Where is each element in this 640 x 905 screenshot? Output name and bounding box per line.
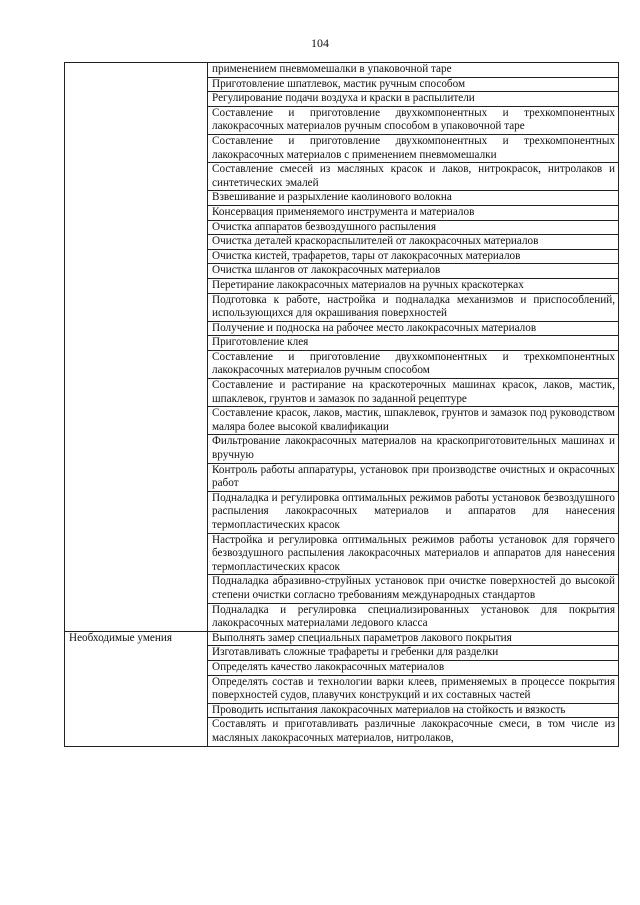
activity-cell: Составление смесей из масляных красок и лаков, нитрокрасок, нитролаков и синтетических эмалей: [208, 163, 619, 191]
activity-cell: Подналадка абразивно-струйных установок при очистке поверхностей до высокой степени очистки согласно требованиям международных стандартов: [208, 575, 619, 603]
activity-cell: Составление и приготовление двухкомпонентных и трехкомпонентных лакокрасочных материалов ручным способом: [208, 350, 619, 378]
activity-cell: Приготовление шпатлевок, мастик ручным способом: [208, 77, 619, 92]
page-number: 104: [311, 36, 329, 50]
activity-cell: Подналадка и регулировка специализированных установок для покрытия лакокрасочных материалами ледового класса: [208, 603, 619, 631]
activity-cell: Приготовление клея: [208, 336, 619, 351]
activity-cell: Очистка шлангов от лакокрасочных материалов: [208, 264, 619, 279]
labor-functions-table: [64, 62, 619, 747]
activity-cell: Составление и растирание на краскотерочных машинах красок, лаков, мастик, шпаклевок, грунтов и замазок по заданной рецептуре: [208, 379, 619, 407]
activity-cell: Очистка кистей, трафаретов, тары от лакокрасочных материалов: [208, 249, 619, 264]
activity-cell: Фильтрование лакокрасочных материалов на краскоприготовительных машинах и вручную: [208, 435, 619, 463]
table-row: [65, 631, 619, 646]
activity-cell: Выполнять замер специальных параметров лакового покрытия: [208, 631, 619, 646]
activity-cell: Регулирование подачи воздуха и краски в распылители: [208, 92, 619, 107]
activity-cell: Составление красок, лаков, мастик, шпаклевок, грунтов и замазок под руководством маляра более высокой квалификации: [208, 407, 619, 435]
activity-cell: Взвешивание и разрыхление каолинового волокна: [208, 191, 619, 206]
activity-cell: Получение и подноска на рабочее место лакокрасочных материалов: [208, 321, 619, 336]
activity-cell: Консервация применяемого инструмента и материалов: [208, 205, 619, 220]
activity-cell: Подналадка и регулировка оптимальных режимов работы установок безвоздушного распыления лакокрасочных материалов и аппаратов для нанесения термопластических красок: [208, 491, 619, 533]
activity-cell: Очистка деталей краскораспылителей от лакокрасочных материалов: [208, 235, 619, 250]
activity-cell: Составлять и приготавливать различные лакокрасочные смеси, в том числе из масляных лакокрасочных материалов, нитролаков,: [208, 718, 619, 746]
activity-cell: применением пневмомешалки в упаковочной таре: [208, 63, 619, 78]
activity-cell: Составление и приготовление двухкомпонентных и трехкомпонентных лакокрасочных материалов с применением пневмомешалки: [208, 134, 619, 162]
activity-cell: Изготавливать сложные трафареты и гребенки для разделки: [208, 646, 619, 661]
activity-cell: Подготовка к работе, настройка и подналадка механизмов и приспособлений, использующихся для окрашивания поверхностей: [208, 293, 619, 321]
activity-cell: Настройка и регулировка оптимальных режимов работы установок для горячего безвоздушного распыления лакокрасочных материалов и аппаратов для нанесения термопластических красок: [208, 533, 619, 575]
activity-cell: Перетирание лакокрасочных материалов на ручных краскотерках: [208, 278, 619, 293]
activity-cell: Определять качество лакокрасочных материалов: [208, 660, 619, 675]
activity-cell: Проводить испытания лакокрасочных материалов на стойкость и вязкость: [208, 703, 619, 718]
activity-cell: Составление и приготовление двухкомпонентных и трехкомпонентных лакокрасочных материалов ручным способом в упаковочной таре: [208, 106, 619, 134]
activity-cell: Контроль работы аппаратуры, установок при производстве очистных и окрасочных работ: [208, 463, 619, 491]
section-label-cell: [65, 63, 208, 632]
activity-cell: Определять состав и технологии варки клеев, применяемых в процессе покрытия поверхностей судов, плавучих конструкций и их составных частей: [208, 675, 619, 703]
section-label-cell: Необходимые умения: [65, 631, 208, 746]
activity-cell: Очистка аппаратов безвоздушного распыления: [208, 220, 619, 235]
table-row: [65, 63, 619, 78]
